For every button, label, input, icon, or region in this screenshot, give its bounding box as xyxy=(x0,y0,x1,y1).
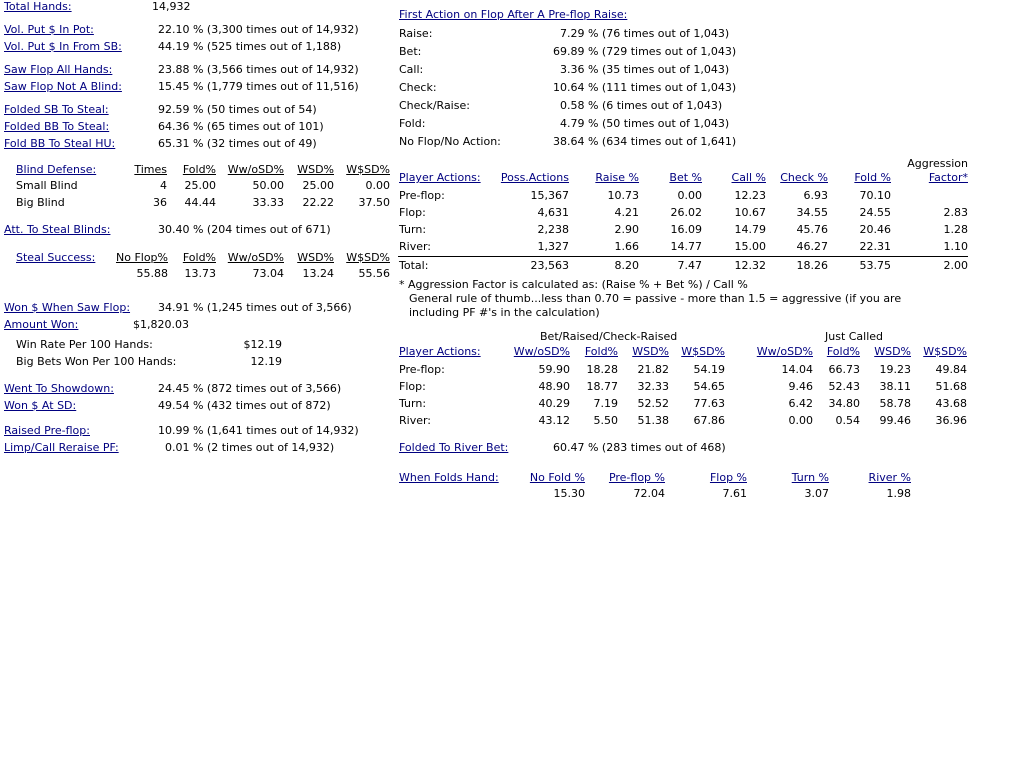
wf-cell: 15.30 xyxy=(553,487,585,500)
bd-col-wsd: WSD% xyxy=(297,163,334,176)
vpip-label[interactable]: Vol. Put $ In Pot: xyxy=(4,23,94,36)
jc-col[interactable]: Ww/oSD% xyxy=(756,345,813,358)
limp-call-label[interactable]: Limp/Call Reraise PF: xyxy=(4,441,119,454)
big-bets-value: 12.19 xyxy=(250,355,282,368)
wf-cell: 72.04 xyxy=(633,487,665,500)
br-col[interactable]: WSD% xyxy=(632,345,669,358)
ss-col-noflop: No Flop% xyxy=(115,251,168,264)
br-cell: 21.82 xyxy=(637,363,669,376)
pa-cell: 24.55 xyxy=(859,206,891,219)
pa-cell: 2,238 xyxy=(537,223,569,236)
pa-cell: 6.93 xyxy=(803,189,828,202)
fa-label: Check/Raise: xyxy=(399,99,470,112)
pa-cell: 2.83 xyxy=(943,206,968,219)
flop-action-title[interactable]: First Action on Flop After A Pre-flop Raise: xyxy=(399,8,628,21)
bd-row-label: Small Blind xyxy=(16,179,78,192)
ss-cell: 13.73 xyxy=(184,267,216,280)
vpip-sb-label[interactable]: Vol. Put $ In From SB: xyxy=(4,40,122,53)
pa-cell: 4.21 xyxy=(614,206,639,219)
ss-cell: 73.04 xyxy=(252,267,284,280)
br-row-label: River: xyxy=(399,414,432,427)
br-cell: 6.42 xyxy=(788,397,813,410)
br-cell: 32.33 xyxy=(637,380,669,393)
br-cell: 14.04 xyxy=(781,363,813,376)
pa-cell: 34.55 xyxy=(796,206,828,219)
br-cell: 5.50 xyxy=(593,414,618,427)
br-cell: 18.77 xyxy=(586,380,618,393)
amount-won-value: $1,820.03 xyxy=(133,318,189,331)
folded-sb-steal-label[interactable]: Folded SB To Steal: xyxy=(4,103,109,116)
aggression-header-1: Aggression xyxy=(907,157,968,170)
bd-col-times: Times xyxy=(134,163,167,176)
aggression-note-1: * Aggression Factor is calculated as: (Raise % + Bet %) / Call % xyxy=(399,278,748,291)
pa-row-label: Pre-flop: xyxy=(399,189,445,202)
aggression-note-2: General rule of thumb...less than 0.70 = passive - more than 1.5 = aggressive (if you are xyxy=(409,292,902,305)
fa-value: 4.79 % (50 times out of 1,043) xyxy=(560,117,730,130)
bd-cell: 37.50 xyxy=(358,196,390,209)
pa-total-cell: 12.32 xyxy=(734,259,766,272)
br-cell: 7.19 xyxy=(593,397,618,410)
bd-col-fold: Fold% xyxy=(182,163,216,176)
pa-cell: 70.10 xyxy=(859,189,891,202)
pa-row-label: Flop: xyxy=(399,206,426,219)
ss-col-wwosd: Ww/oSD% xyxy=(227,251,284,264)
pa-cell: 20.46 xyxy=(859,223,891,236)
vpip-value: 22.10 % (3,300 times out of 14,932) xyxy=(158,23,359,36)
fa-label: Check: xyxy=(399,81,437,94)
limp-call-value: 0.01 % (2 times out of 14,932) xyxy=(165,441,335,454)
pa-cell: 10.67 xyxy=(734,206,766,219)
jc-col[interactable]: WSD% xyxy=(874,345,911,358)
win-rate-label: Win Rate Per 100 Hands: xyxy=(16,338,153,351)
pa-total-cell: 7.47 xyxy=(677,259,702,272)
just-called-group-header: Just Called xyxy=(825,330,884,343)
pa-cell: 14.77 xyxy=(670,240,702,253)
raised-pf-label[interactable]: Raised Pre-flop: xyxy=(4,424,90,437)
pa-cell: 15,367 xyxy=(530,189,569,202)
pa-cell: 14.79 xyxy=(734,223,766,236)
pa-total-divider xyxy=(398,256,968,257)
folded-bb-steal-value: 64.36 % (65 times out of 101) xyxy=(158,120,324,133)
wf-cell: 1.98 xyxy=(886,487,911,500)
fa-value: 10.64 % (111 times out of 1,043) xyxy=(553,81,737,94)
went-sd-value: 24.45 % (872 times out of 3,566) xyxy=(158,382,342,395)
bd-cell: 0.00 xyxy=(365,179,390,192)
wf-cell: 3.07 xyxy=(804,487,829,500)
br-row-label: Turn: xyxy=(399,397,427,410)
blind-defense-header[interactable]: Blind Defense: xyxy=(16,163,97,176)
br-cell: 40.29 xyxy=(538,397,570,410)
br-cell: 43.12 xyxy=(538,414,570,427)
pa-cell: 1,327 xyxy=(537,240,569,253)
pa-cell: 16.09 xyxy=(670,223,702,236)
br-cell: 67.86 xyxy=(693,414,725,427)
saw-flop-not-blind-value: 15.45 % (1,779 times out of 11,516) xyxy=(158,80,359,93)
pa-total-cell: 53.75 xyxy=(859,259,891,272)
total-hands-label[interactable]: Total Hands: xyxy=(4,0,72,13)
folded-sb-steal-value: 92.59 % (50 times out of 54) xyxy=(158,103,317,116)
pa-col-bet[interactable]: Bet % xyxy=(669,171,702,184)
fa-value: 7.29 % (76 times out of 1,043) xyxy=(560,27,730,40)
br-cell: 52.43 xyxy=(828,380,860,393)
pa-cell: 15.00 xyxy=(734,240,766,253)
br-cell: 77.63 xyxy=(693,397,725,410)
ss-cell: 13.24 xyxy=(302,267,334,280)
br-cell: 9.46 xyxy=(788,380,813,393)
pa-row-label: Turn: xyxy=(399,223,427,236)
br-row-label: Flop: xyxy=(399,380,426,393)
ss-cell: 55.56 xyxy=(358,267,390,280)
br-cell: 66.73 xyxy=(828,363,860,376)
fa-label: Bet: xyxy=(399,45,422,58)
aggression-header-2[interactable]: Factor* xyxy=(928,171,968,184)
saw-flop-all-label[interactable]: Saw Flop All Hands: xyxy=(4,63,113,76)
br-col[interactable]: W$SD% xyxy=(681,345,725,358)
br-cell: 38.11 xyxy=(879,380,911,393)
total-hands-value: 14,932 xyxy=(152,0,191,13)
saw-flop-not-blind-label[interactable]: Saw Flop Not A Blind: xyxy=(4,80,122,93)
bd-col-wwosd: Ww/oSD% xyxy=(227,163,284,176)
pa-col-fold[interactable]: Fold % xyxy=(854,171,891,184)
pa-total-cell: 8.20 xyxy=(614,259,639,272)
bd-cell: 25.00 xyxy=(302,179,334,192)
jc-col[interactable]: W$SD% xyxy=(923,345,967,358)
wf-col[interactable]: No Fold % xyxy=(529,471,585,484)
bd-cell: 22.22 xyxy=(302,196,334,209)
folded-river-value: 60.47 % (283 times out of 468) xyxy=(553,441,726,454)
pa-row-label: River: xyxy=(399,240,432,253)
br-col[interactable]: Ww/oSD% xyxy=(513,345,570,358)
bet-raised-group-header: Bet/Raised/Check-Raised xyxy=(540,330,678,343)
pa-cell: 2.90 xyxy=(614,223,639,236)
fold-bb-steal-hu-value: 65.31 % (32 times out of 49) xyxy=(158,137,317,150)
ss-col-wssd: W$SD% xyxy=(346,251,390,264)
won-sd-value: 49.54 % (432 times out of 872) xyxy=(158,399,331,412)
won-saw-flop-value: 34.91 % (1,245 times out of 3,566) xyxy=(158,301,352,314)
bd-cell: 25.00 xyxy=(184,179,216,192)
wf-col[interactable]: Pre-flop % xyxy=(608,471,665,484)
ss-cell: 55.88 xyxy=(136,267,168,280)
bd-cell: 4 xyxy=(160,179,167,192)
bd-cell: 33.33 xyxy=(252,196,284,209)
wf-col[interactable]: Flop % xyxy=(709,471,747,484)
fa-value: 3.36 % (35 times out of 1,043) xyxy=(560,63,730,76)
pa-cell: 1.28 xyxy=(943,223,968,236)
wf-col[interactable]: Turn % xyxy=(791,471,829,484)
fa-label: No Flop/No Action: xyxy=(399,135,501,148)
br-cell: 54.65 xyxy=(693,380,725,393)
br-row-label: Pre-flop: xyxy=(399,363,445,376)
steal-success-header[interactable]: Steal Success: xyxy=(16,251,96,264)
pa-cell: 46.27 xyxy=(796,240,828,253)
wf-col[interactable]: River % xyxy=(868,471,911,484)
br-cell: 43.68 xyxy=(935,397,967,410)
pa-cell: 45.76 xyxy=(796,223,828,236)
ss-col-wsd: WSD% xyxy=(297,251,334,264)
fold-bb-steal-hu-label[interactable]: Fold BB To Steal HU: xyxy=(4,137,116,150)
br-cell: 51.68 xyxy=(935,380,967,393)
saw-flop-all-value: 23.88 % (3,566 times out of 14,932) xyxy=(158,63,359,76)
went-sd-label[interactable]: Went To Showdown: xyxy=(4,382,114,395)
wf-cell: 7.61 xyxy=(722,487,747,500)
pa-col-check[interactable]: Check % xyxy=(780,171,828,184)
br-cell: 36.96 xyxy=(935,414,967,427)
br-cell: 51.38 xyxy=(637,414,669,427)
amount-won-label[interactable]: Amount Won: xyxy=(4,318,79,331)
pa-cell: 1.66 xyxy=(614,240,639,253)
pa-col-poss[interactable]: Poss.Actions xyxy=(500,171,569,184)
br-col-label[interactable]: Player Actions: xyxy=(399,345,481,358)
pa-cell: 26.02 xyxy=(670,206,702,219)
fa-value: 0.58 % (6 times out of 1,043) xyxy=(560,99,723,112)
att-steal-value: 30.40 % (204 times out of 671) xyxy=(158,223,331,236)
bd-col-wssd: W$SD% xyxy=(346,163,390,176)
br-cell: 58.78 xyxy=(879,397,911,410)
won-saw-flop-label[interactable]: Won $ When Saw Flop: xyxy=(4,301,131,314)
pa-total-label: Total: xyxy=(399,259,429,272)
pa-total-cell: 18.26 xyxy=(796,259,828,272)
br-cell: 18.28 xyxy=(586,363,618,376)
br-cell: 0.00 xyxy=(788,414,813,427)
br-cell: 59.90 xyxy=(538,363,570,376)
won-sd-label[interactable]: Won $ At SD: xyxy=(4,399,77,412)
vpip-sb-value: 44.19 % (525 times out of 1,188) xyxy=(158,40,342,53)
fa-label: Fold: xyxy=(399,117,426,130)
br-cell: 48.90 xyxy=(538,380,570,393)
br-cell: 49.84 xyxy=(935,363,967,376)
bd-cell: 50.00 xyxy=(252,179,284,192)
when-folds-label[interactable]: When Folds Hand: xyxy=(399,471,499,484)
fa-label: Call: xyxy=(399,63,424,76)
pa-cell: 10.73 xyxy=(607,189,639,202)
folded-bb-steal-label[interactable]: Folded BB To Steal: xyxy=(4,120,110,133)
bd-cell: 36 xyxy=(153,196,167,209)
fa-label: Raise: xyxy=(399,27,433,40)
bd-row-label: Big Blind xyxy=(16,196,65,209)
ss-col-fold: Fold% xyxy=(182,251,216,264)
pa-col-raise[interactable]: Raise % xyxy=(595,171,639,184)
br-cell: 99.46 xyxy=(879,414,911,427)
att-steal-label[interactable]: Att. To Steal Blinds: xyxy=(4,223,111,236)
br-cell: 19.23 xyxy=(879,363,911,376)
pa-col-label[interactable]: Player Actions: xyxy=(399,171,481,184)
aggression-note-3: including PF #'s in the calculation) xyxy=(409,306,600,319)
pa-cell: 1.10 xyxy=(943,240,968,253)
raised-pf-value: 10.99 % (1,641 times out of 14,932) xyxy=(158,424,359,437)
br-cell: 54.19 xyxy=(693,363,725,376)
br-cell: 34.80 xyxy=(828,397,860,410)
pa-col-call[interactable]: Call % xyxy=(731,171,766,184)
br-col[interactable]: Fold% xyxy=(584,345,618,358)
big-bets-label: Big Bets Won Per 100 Hands: xyxy=(16,355,177,368)
fa-value: 38.64 % (634 times out of 1,641) xyxy=(553,135,737,148)
pa-cell: 4,631 xyxy=(537,206,569,219)
br-cell: 0.54 xyxy=(835,414,860,427)
pa-total-cell: 2.00 xyxy=(943,259,968,272)
pa-cell: 0.00 xyxy=(677,189,702,202)
fa-value: 69.89 % (729 times out of 1,043) xyxy=(553,45,737,58)
win-rate-value: $12.19 xyxy=(243,338,282,351)
bd-cell: 44.44 xyxy=(184,196,216,209)
pa-total-cell: 23,563 xyxy=(530,259,569,272)
br-cell: 52.52 xyxy=(637,397,669,410)
pa-cell: 12.23 xyxy=(734,189,766,202)
jc-col[interactable]: Fold% xyxy=(826,345,860,358)
pa-cell: 22.31 xyxy=(859,240,891,253)
folded-river-label[interactable]: Folded To River Bet: xyxy=(399,441,509,454)
